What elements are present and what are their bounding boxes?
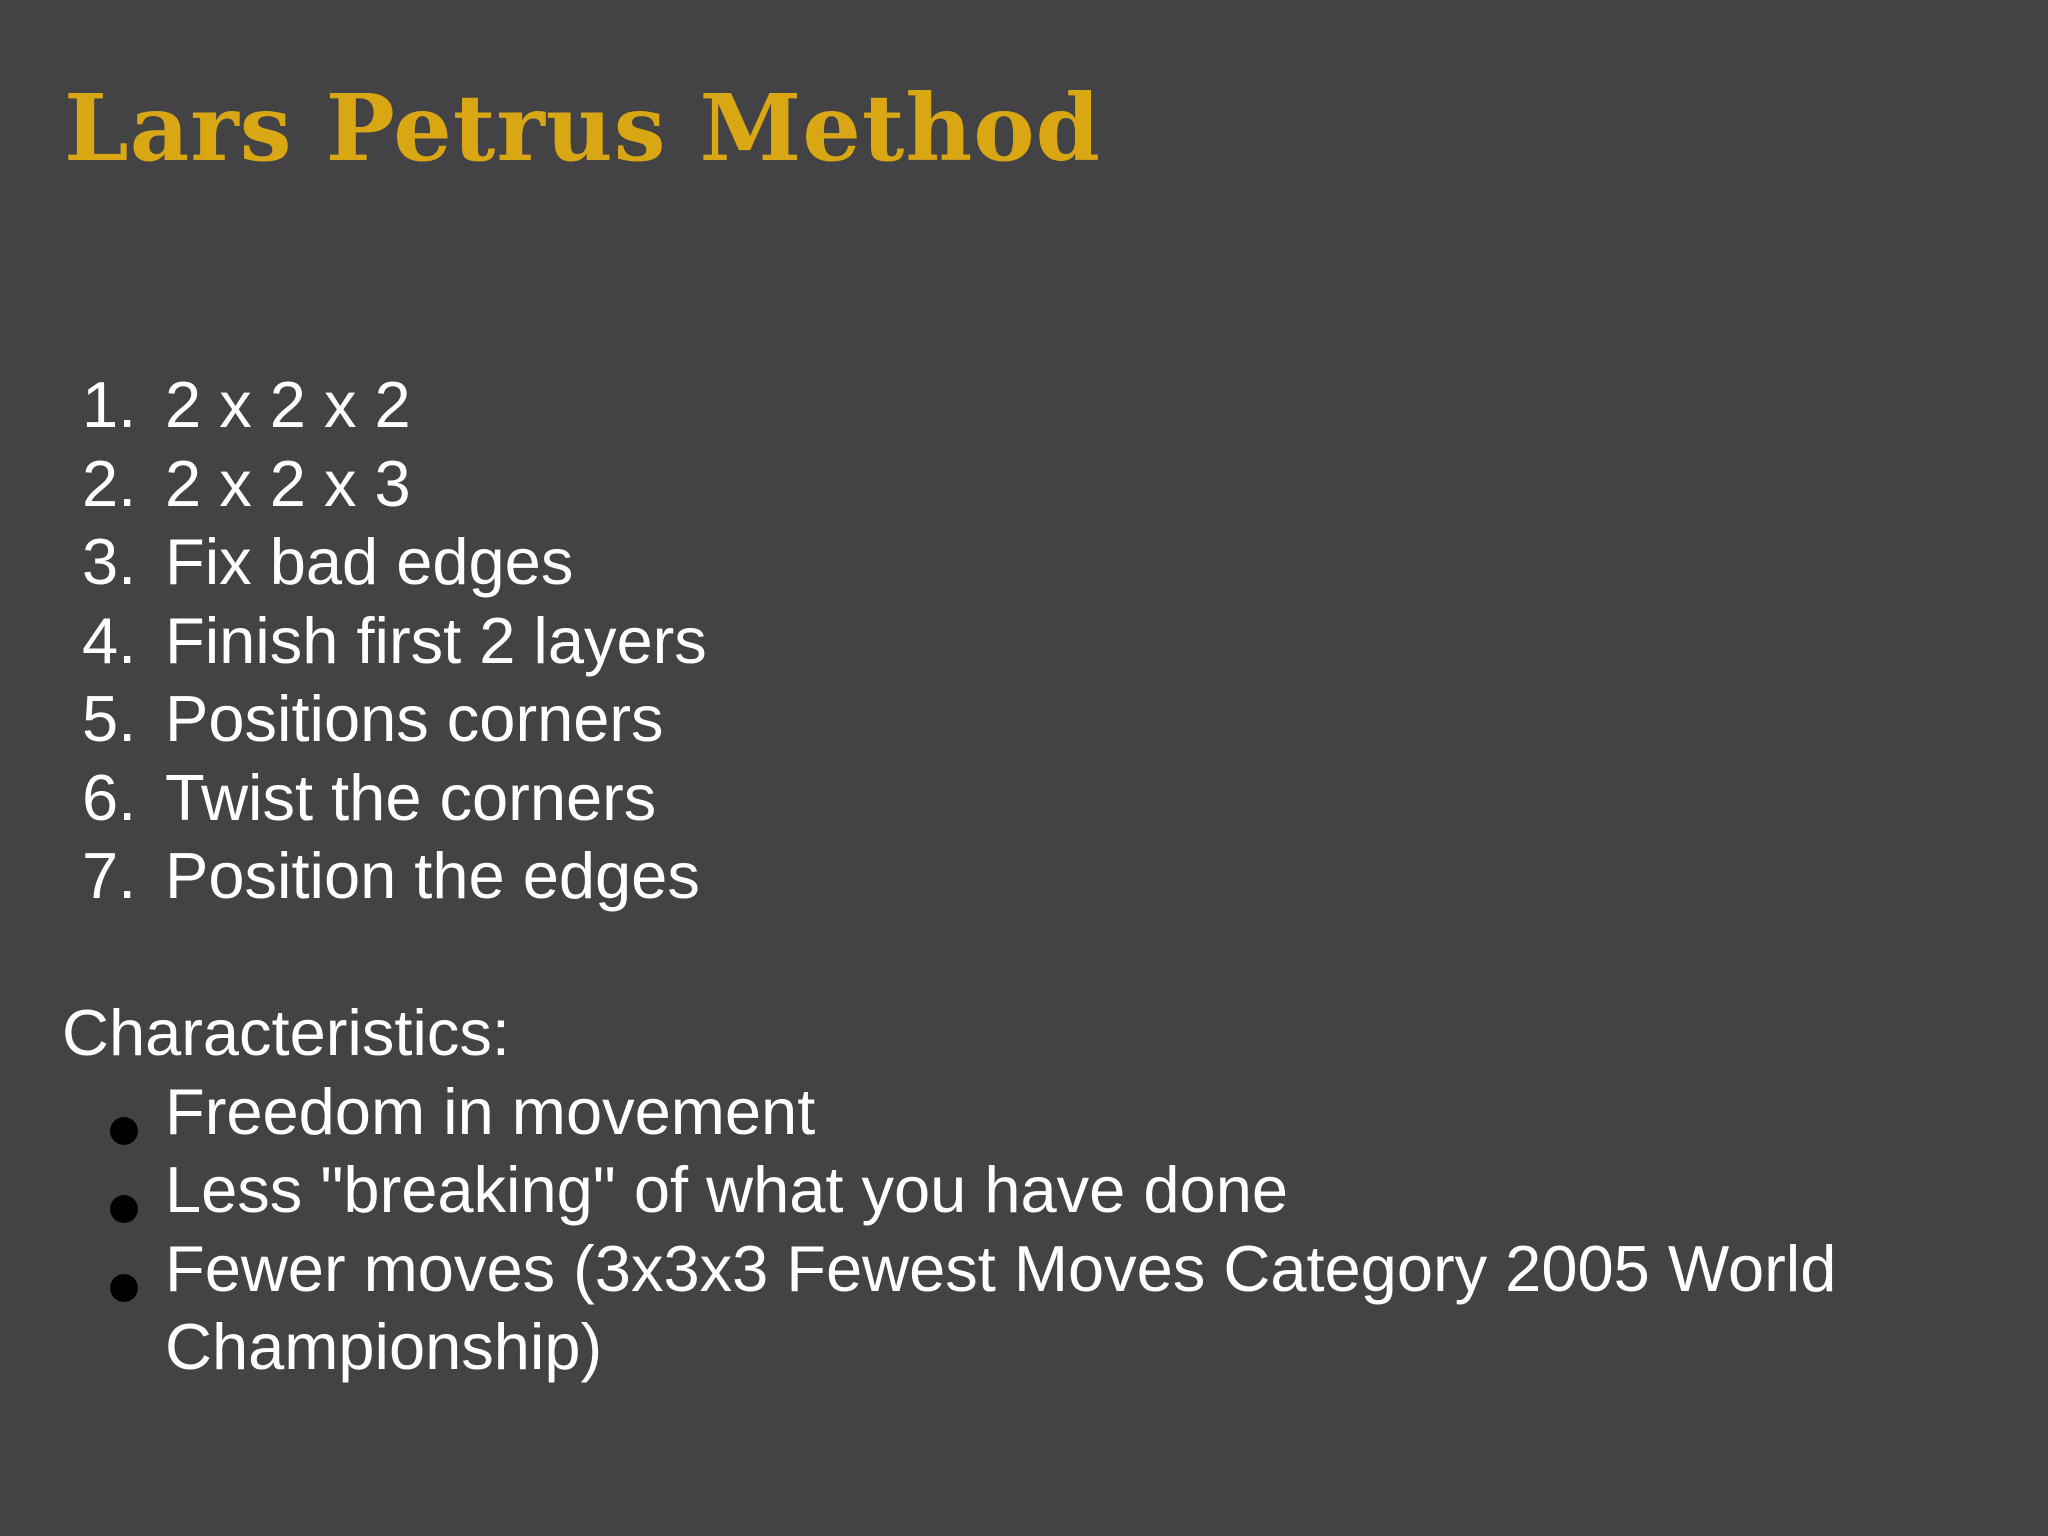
step-item (62, 680, 2002, 759)
slide-title: Lars Petrus Method (64, 74, 1101, 182)
step-number: 3. (82, 525, 137, 598)
step-item (62, 366, 2002, 445)
characteristics-list (62, 1073, 2002, 1387)
step-text: Twist the corners (165, 760, 657, 834)
step-item (62, 523, 2002, 602)
characteristic-item (62, 1230, 2002, 1387)
characteristic-text: Freedom in movement (165, 1074, 816, 1148)
step-text: Position the edges (165, 839, 700, 912)
slide-body (62, 366, 2002, 1387)
characteristic-item (62, 1073, 2002, 1152)
characteristics-heading: Characteristics: (62, 996, 510, 1069)
characteristic-text: Fewer moves (3x3x3 Fewest Moves Category 2005 World Championship) (165, 1231, 1837, 1383)
characteristic-item (62, 1151, 2002, 1230)
spacer (62, 916, 2002, 995)
step-item (62, 837, 2002, 916)
step-text: 2 x 2 x 2 (165, 368, 411, 441)
step-text: Fix bad edges (165, 525, 574, 598)
step-number: 7. (82, 839, 137, 912)
step-number: 1. (82, 368, 137, 441)
step-item (62, 445, 2002, 524)
step-text: Positions corners (165, 682, 664, 755)
steps-list (62, 366, 2002, 916)
step-number: 6. (82, 760, 137, 834)
step-item (62, 759, 2002, 838)
step-item (62, 602, 2002, 681)
bullet-icon (62, 1073, 165, 1152)
step-text: Finish first 2 layers (165, 603, 707, 677)
bullet-icon (62, 1230, 165, 1309)
characteristic-text: Less "breaking" of what you have done (165, 1153, 1288, 1226)
step-number: 2. (82, 446, 137, 520)
step-number: 5. (82, 682, 137, 755)
step-number: 4. (82, 603, 137, 677)
bullet-icon (62, 1151, 165, 1230)
step-text: 2 x 2 x 3 (165, 446, 411, 520)
